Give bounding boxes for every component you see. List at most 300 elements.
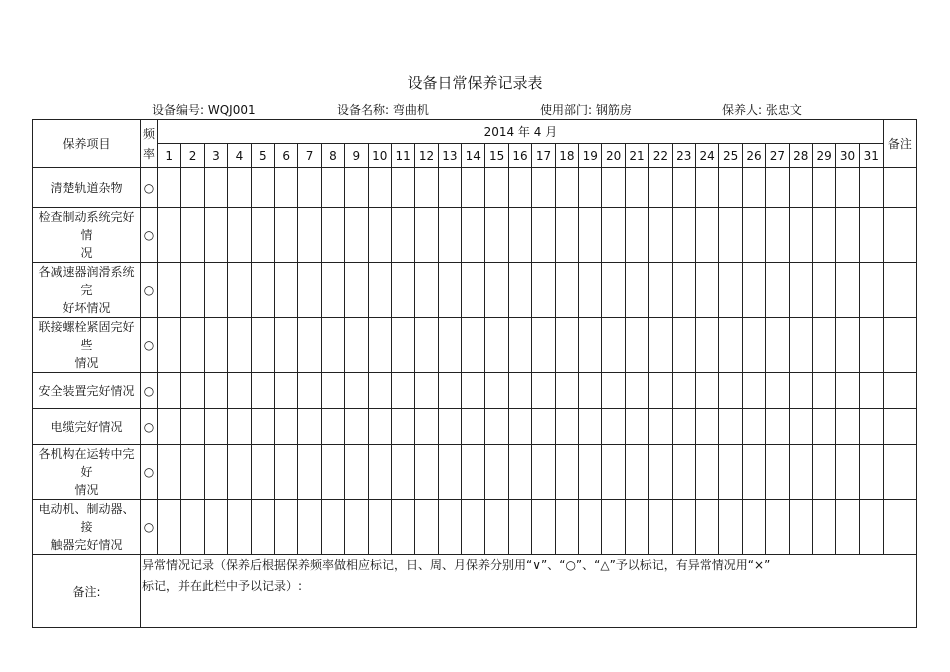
day-cell[interactable] bbox=[859, 500, 883, 555]
day-cell[interactable] bbox=[859, 263, 883, 318]
day-cell[interactable] bbox=[204, 409, 227, 445]
day-cell[interactable] bbox=[462, 373, 485, 409]
day-header: 29 bbox=[812, 144, 835, 168]
day-cell[interactable] bbox=[228, 208, 251, 263]
day-cell[interactable] bbox=[625, 373, 648, 409]
day-cell[interactable] bbox=[368, 373, 391, 409]
day-cell[interactable] bbox=[274, 208, 297, 263]
day-cell[interactable] bbox=[438, 318, 461, 373]
day-cell[interactable] bbox=[368, 208, 391, 263]
day-cell[interactable] bbox=[158, 208, 181, 263]
day-cell[interactable] bbox=[508, 500, 531, 555]
day-cell[interactable] bbox=[742, 318, 765, 373]
day-cell[interactable] bbox=[696, 263, 719, 318]
day-cell[interactable] bbox=[298, 318, 321, 373]
day-header: 16 bbox=[508, 144, 531, 168]
frequency-mark: ○ bbox=[141, 263, 158, 318]
day-cell[interactable] bbox=[719, 208, 742, 263]
frequency-mark: ○ bbox=[141, 168, 158, 208]
maintenance-item: 清楚轨道杂物 bbox=[33, 168, 141, 208]
day-cell[interactable] bbox=[415, 263, 438, 318]
day-cell[interactable] bbox=[485, 168, 508, 208]
day-header: 3 bbox=[204, 144, 227, 168]
day-cell[interactable] bbox=[602, 445, 625, 500]
day-cell[interactable] bbox=[321, 445, 344, 500]
day-cell[interactable] bbox=[836, 318, 859, 373]
day-cell[interactable] bbox=[415, 168, 438, 208]
day-cell[interactable] bbox=[579, 208, 602, 263]
day-cell[interactable] bbox=[766, 318, 789, 373]
day-cell[interactable] bbox=[812, 409, 835, 445]
day-cell[interactable] bbox=[836, 263, 859, 318]
day-cell[interactable] bbox=[485, 263, 508, 318]
day-cell[interactable] bbox=[321, 168, 344, 208]
day-cell[interactable] bbox=[321, 318, 344, 373]
day-cell[interactable] bbox=[251, 318, 274, 373]
maintenance-item: 电缆完好情况 bbox=[33, 409, 141, 445]
day-cell[interactable] bbox=[274, 168, 297, 208]
day-cell[interactable] bbox=[345, 208, 368, 263]
day-cell[interactable] bbox=[274, 500, 297, 555]
day-cell[interactable] bbox=[485, 409, 508, 445]
day-header: 14 bbox=[462, 144, 485, 168]
day-cell[interactable] bbox=[766, 445, 789, 500]
day-cell[interactable] bbox=[789, 445, 812, 500]
day-cell[interactable] bbox=[602, 208, 625, 263]
day-cell[interactable] bbox=[415, 318, 438, 373]
day-header: 25 bbox=[719, 144, 742, 168]
day-cell[interactable] bbox=[485, 500, 508, 555]
day-cell[interactable] bbox=[462, 168, 485, 208]
day-cell[interactable] bbox=[766, 373, 789, 409]
day-cell[interactable] bbox=[859, 168, 883, 208]
frequency-mark: ○ bbox=[141, 318, 158, 373]
day-cell[interactable] bbox=[298, 263, 321, 318]
frequency-mark: ○ bbox=[141, 500, 158, 555]
day-cell[interactable] bbox=[485, 318, 508, 373]
day-cell[interactable] bbox=[696, 318, 719, 373]
header-frequency-column: 频 率 bbox=[141, 120, 158, 168]
remark-cell[interactable] bbox=[883, 208, 916, 263]
day-cell[interactable] bbox=[532, 168, 555, 208]
maintenance-item: 各机构在运转中完好 情况 bbox=[33, 445, 141, 500]
day-cell[interactable] bbox=[391, 168, 414, 208]
day-cell[interactable] bbox=[812, 263, 835, 318]
day-cell[interactable] bbox=[368, 500, 391, 555]
day-cell[interactable] bbox=[415, 445, 438, 500]
day-cell[interactable] bbox=[438, 500, 461, 555]
day-cell[interactable] bbox=[649, 409, 672, 445]
day-cell[interactable] bbox=[719, 409, 742, 445]
day-cell[interactable] bbox=[532, 318, 555, 373]
day-cell[interactable] bbox=[672, 409, 695, 445]
day-cell[interactable] bbox=[555, 168, 578, 208]
day-cell[interactable] bbox=[742, 409, 765, 445]
day-header: 2 bbox=[181, 144, 204, 168]
day-cell[interactable] bbox=[672, 373, 695, 409]
day-cell[interactable] bbox=[415, 500, 438, 555]
day-cell[interactable] bbox=[555, 263, 578, 318]
day-cell[interactable] bbox=[298, 208, 321, 263]
day-cell[interactable] bbox=[672, 263, 695, 318]
table-row bbox=[33, 168, 917, 208]
day-cell[interactable] bbox=[438, 373, 461, 409]
day-cell[interactable] bbox=[228, 168, 251, 208]
day-cell[interactable] bbox=[298, 168, 321, 208]
day-header: 11 bbox=[391, 144, 414, 168]
day-cell[interactable] bbox=[181, 263, 204, 318]
day-cell[interactable] bbox=[345, 409, 368, 445]
day-cell[interactable] bbox=[181, 409, 204, 445]
day-cell[interactable] bbox=[345, 318, 368, 373]
day-cell[interactable] bbox=[649, 168, 672, 208]
day-cell[interactable] bbox=[532, 263, 555, 318]
day-cell[interactable] bbox=[508, 318, 531, 373]
day-cell[interactable] bbox=[158, 409, 181, 445]
day-cell[interactable] bbox=[251, 208, 274, 263]
remark-cell[interactable] bbox=[883, 500, 916, 555]
day-cell[interactable] bbox=[696, 168, 719, 208]
day-cell[interactable] bbox=[859, 373, 883, 409]
day-cell[interactable] bbox=[274, 445, 297, 500]
day-cell[interactable] bbox=[789, 373, 812, 409]
day-cell[interactable] bbox=[672, 500, 695, 555]
day-cell[interactable] bbox=[836, 208, 859, 263]
day-cell[interactable] bbox=[508, 208, 531, 263]
day-cell[interactable] bbox=[415, 373, 438, 409]
day-cell[interactable] bbox=[228, 500, 251, 555]
day-cell[interactable] bbox=[228, 263, 251, 318]
day-cell[interactable] bbox=[812, 500, 835, 555]
day-cell[interactable] bbox=[251, 409, 274, 445]
day-cell[interactable] bbox=[625, 208, 648, 263]
day-cell[interactable] bbox=[321, 208, 344, 263]
day-cell[interactable] bbox=[719, 500, 742, 555]
day-cell[interactable] bbox=[812, 168, 835, 208]
table-row bbox=[33, 318, 917, 373]
day-cell[interactable] bbox=[204, 208, 227, 263]
day-cell[interactable] bbox=[508, 445, 531, 500]
day-cell[interactable] bbox=[789, 208, 812, 263]
day-cell[interactable] bbox=[836, 445, 859, 500]
day-cell[interactable] bbox=[555, 318, 578, 373]
day-cell[interactable] bbox=[579, 318, 602, 373]
day-cell[interactable] bbox=[766, 409, 789, 445]
day-cell[interactable] bbox=[602, 409, 625, 445]
day-cell[interactable] bbox=[508, 373, 531, 409]
day-cell[interactable] bbox=[485, 373, 508, 409]
day-cell[interactable] bbox=[251, 445, 274, 500]
day-cell[interactable] bbox=[812, 445, 835, 500]
day-cell[interactable] bbox=[274, 409, 297, 445]
day-cell[interactable] bbox=[532, 409, 555, 445]
day-cell[interactable] bbox=[532, 500, 555, 555]
day-cell[interactable] bbox=[462, 263, 485, 318]
day-cell[interactable] bbox=[789, 263, 812, 318]
day-cell[interactable] bbox=[158, 318, 181, 373]
day-header: 31 bbox=[859, 144, 883, 168]
day-header: 6 bbox=[274, 144, 297, 168]
equipment-number: 设备编号: WQJ001 bbox=[152, 103, 256, 117]
table-row bbox=[33, 373, 917, 409]
day-cell[interactable] bbox=[602, 373, 625, 409]
day-cell[interactable] bbox=[438, 409, 461, 445]
day-cell[interactable] bbox=[274, 263, 297, 318]
day-cell[interactable] bbox=[462, 409, 485, 445]
remark-cell[interactable] bbox=[883, 373, 916, 409]
day-cell[interactable] bbox=[228, 409, 251, 445]
day-cell[interactable] bbox=[204, 318, 227, 373]
day-cell[interactable] bbox=[181, 373, 204, 409]
day-cell[interactable] bbox=[274, 318, 297, 373]
day-header: 4 bbox=[228, 144, 251, 168]
day-cell[interactable] bbox=[345, 500, 368, 555]
day-cell[interactable] bbox=[555, 500, 578, 555]
day-header: 18 bbox=[555, 144, 578, 168]
day-cell[interactable] bbox=[345, 168, 368, 208]
day-cell[interactable] bbox=[625, 445, 648, 500]
day-cell[interactable] bbox=[602, 318, 625, 373]
maintenance-item: 联接螺栓紧固完好些 情况 bbox=[33, 318, 141, 373]
day-cell[interactable] bbox=[485, 208, 508, 263]
day-header: 23 bbox=[672, 144, 695, 168]
day-cell[interactable] bbox=[555, 373, 578, 409]
day-cell[interactable] bbox=[625, 168, 648, 208]
header-month: 2014 年 4 月 bbox=[158, 120, 884, 144]
day-cell[interactable] bbox=[228, 373, 251, 409]
day-cell[interactable] bbox=[251, 500, 274, 555]
day-cell[interactable] bbox=[508, 168, 531, 208]
day-cell[interactable] bbox=[158, 373, 181, 409]
day-cell[interactable] bbox=[438, 263, 461, 318]
day-cell[interactable] bbox=[368, 409, 391, 445]
frequency-mark: ○ bbox=[141, 409, 158, 445]
day-cell[interactable] bbox=[696, 373, 719, 409]
day-cell[interactable] bbox=[719, 373, 742, 409]
day-cell[interactable] bbox=[836, 409, 859, 445]
day-cell[interactable] bbox=[368, 168, 391, 208]
day-cell[interactable] bbox=[274, 373, 297, 409]
day-cell[interactable] bbox=[321, 409, 344, 445]
day-cell[interactable] bbox=[672, 168, 695, 208]
day-cell[interactable] bbox=[415, 409, 438, 445]
day-cell[interactable] bbox=[836, 500, 859, 555]
day-cell[interactable] bbox=[859, 409, 883, 445]
day-cell[interactable] bbox=[649, 208, 672, 263]
day-cell[interactable] bbox=[742, 500, 765, 555]
day-cell[interactable] bbox=[555, 409, 578, 445]
day-header: 28 bbox=[789, 144, 812, 168]
day-cell[interactable] bbox=[789, 409, 812, 445]
day-cell[interactable] bbox=[204, 445, 227, 500]
day-cell[interactable] bbox=[368, 318, 391, 373]
day-header: 7 bbox=[298, 144, 321, 168]
table-row bbox=[33, 500, 917, 555]
remark-cell[interactable] bbox=[883, 168, 916, 208]
day-header: 1 bbox=[158, 144, 181, 168]
day-cell[interactable] bbox=[602, 500, 625, 555]
day-cell[interactable] bbox=[391, 263, 414, 318]
day-cell[interactable] bbox=[462, 208, 485, 263]
day-cell[interactable] bbox=[204, 168, 227, 208]
day-cell[interactable] bbox=[181, 318, 204, 373]
day-cell[interactable] bbox=[181, 445, 204, 500]
day-cell[interactable] bbox=[462, 318, 485, 373]
day-cell[interactable] bbox=[742, 168, 765, 208]
day-cell[interactable] bbox=[742, 445, 765, 500]
day-cell[interactable] bbox=[649, 318, 672, 373]
day-cell[interactable] bbox=[532, 445, 555, 500]
day-cell[interactable] bbox=[158, 263, 181, 318]
day-cell[interactable] bbox=[672, 208, 695, 263]
day-cell[interactable] bbox=[345, 445, 368, 500]
day-cell[interactable] bbox=[321, 263, 344, 318]
day-cell[interactable] bbox=[391, 318, 414, 373]
table-row bbox=[33, 409, 917, 445]
day-cell[interactable] bbox=[625, 500, 648, 555]
day-cell[interactable] bbox=[391, 409, 414, 445]
day-cell[interactable] bbox=[181, 208, 204, 263]
day-cell[interactable] bbox=[345, 373, 368, 409]
day-cell[interactable] bbox=[719, 445, 742, 500]
day-cell[interactable] bbox=[391, 208, 414, 263]
day-cell[interactable] bbox=[181, 500, 204, 555]
day-cell[interactable] bbox=[579, 373, 602, 409]
maintainer: 保养人: 张忠文 bbox=[722, 103, 802, 117]
maintenance-item: 安全装置完好情况 bbox=[33, 373, 141, 409]
day-cell[interactable] bbox=[696, 208, 719, 263]
day-cell[interactable] bbox=[649, 445, 672, 500]
day-cell[interactable] bbox=[602, 263, 625, 318]
maintenance-item: 各减速器润滑系统完 好坏情况 bbox=[33, 263, 141, 318]
day-cell[interactable] bbox=[719, 168, 742, 208]
day-cell[interactable] bbox=[532, 373, 555, 409]
day-cell[interactable] bbox=[859, 318, 883, 373]
day-cell[interactable] bbox=[625, 318, 648, 373]
day-cell[interactable] bbox=[742, 208, 765, 263]
day-cell[interactable] bbox=[579, 409, 602, 445]
day-cell[interactable] bbox=[696, 409, 719, 445]
day-cell[interactable] bbox=[649, 263, 672, 318]
day-cell[interactable] bbox=[742, 263, 765, 318]
day-cell[interactable] bbox=[391, 373, 414, 409]
day-cell[interactable] bbox=[228, 318, 251, 373]
remark-cell[interactable] bbox=[883, 445, 916, 500]
day-cell[interactable] bbox=[391, 500, 414, 555]
day-cell[interactable] bbox=[766, 500, 789, 555]
day-cell[interactable] bbox=[368, 263, 391, 318]
day-cell[interactable] bbox=[532, 208, 555, 263]
day-cell[interactable] bbox=[812, 208, 835, 263]
day-cell[interactable] bbox=[789, 500, 812, 555]
day-cell[interactable] bbox=[321, 373, 344, 409]
day-cell[interactable] bbox=[555, 208, 578, 263]
day-cell[interactable] bbox=[508, 409, 531, 445]
day-cell[interactable] bbox=[719, 263, 742, 318]
day-cell[interactable] bbox=[672, 318, 695, 373]
day-cell[interactable] bbox=[649, 373, 672, 409]
remark-cell[interactable] bbox=[883, 263, 916, 318]
day-cell[interactable] bbox=[579, 500, 602, 555]
day-cell[interactable] bbox=[859, 445, 883, 500]
day-cell[interactable] bbox=[462, 500, 485, 555]
day-cell[interactable] bbox=[789, 168, 812, 208]
day-cell[interactable] bbox=[696, 445, 719, 500]
day-cell[interactable] bbox=[649, 500, 672, 555]
day-cell[interactable] bbox=[298, 409, 321, 445]
day-cell[interactable] bbox=[696, 500, 719, 555]
day-cell[interactable] bbox=[579, 168, 602, 208]
day-cell[interactable] bbox=[204, 373, 227, 409]
day-header: 19 bbox=[579, 144, 602, 168]
day-cell[interactable] bbox=[251, 373, 274, 409]
day-cell[interactable] bbox=[368, 445, 391, 500]
day-cell[interactable] bbox=[438, 445, 461, 500]
day-cell[interactable] bbox=[251, 168, 274, 208]
frequency-mark: ○ bbox=[141, 373, 158, 409]
day-header: 30 bbox=[836, 144, 859, 168]
day-cell[interactable] bbox=[438, 208, 461, 263]
day-cell[interactable] bbox=[555, 445, 578, 500]
footer-remarks-text[interactable]: 异常情况记录（保养后根据保养频率做相应标记，日、周、月保养分别用“∨”、“○”、“△”予以标记，有异常情况用“×” 标记，并在此栏中予以记录）: bbox=[141, 555, 917, 628]
day-cell[interactable] bbox=[415, 208, 438, 263]
day-cell[interactable] bbox=[228, 445, 251, 500]
day-cell[interactable] bbox=[298, 445, 321, 500]
day-cell[interactable] bbox=[345, 263, 368, 318]
day-header: 26 bbox=[742, 144, 765, 168]
day-cell[interactable] bbox=[836, 373, 859, 409]
day-cell[interactable] bbox=[579, 445, 602, 500]
maintenance-log-table bbox=[32, 119, 917, 628]
day-cell[interactable] bbox=[579, 263, 602, 318]
day-cell[interactable] bbox=[251, 263, 274, 318]
day-header: 17 bbox=[532, 144, 555, 168]
day-cell[interactable] bbox=[625, 263, 648, 318]
day-cell[interactable] bbox=[181, 168, 204, 208]
remark-cell[interactable] bbox=[883, 318, 916, 373]
day-cell[interactable] bbox=[158, 500, 181, 555]
day-cell[interactable] bbox=[158, 168, 181, 208]
day-cell[interactable] bbox=[298, 500, 321, 555]
day-cell[interactable] bbox=[462, 445, 485, 500]
day-cell[interactable] bbox=[321, 500, 344, 555]
day-cell[interactable] bbox=[742, 373, 765, 409]
day-cell[interactable] bbox=[485, 445, 508, 500]
day-cell[interactable] bbox=[812, 373, 835, 409]
day-cell[interactable] bbox=[508, 263, 531, 318]
day-cell[interactable] bbox=[391, 445, 414, 500]
day-cell[interactable] bbox=[766, 168, 789, 208]
day-cell[interactable] bbox=[625, 409, 648, 445]
day-cell[interactable] bbox=[602, 168, 625, 208]
day-cell[interactable] bbox=[836, 168, 859, 208]
day-header: 13 bbox=[438, 144, 461, 168]
day-cell[interactable] bbox=[812, 318, 835, 373]
remark-cell[interactable] bbox=[883, 409, 916, 445]
day-cell[interactable] bbox=[719, 318, 742, 373]
day-cell[interactable] bbox=[789, 318, 812, 373]
day-cell[interactable] bbox=[298, 373, 321, 409]
day-cell[interactable] bbox=[438, 168, 461, 208]
day-cell[interactable] bbox=[859, 208, 883, 263]
day-cell[interactable] bbox=[158, 445, 181, 500]
day-cell[interactable] bbox=[672, 445, 695, 500]
maintenance-item: 电动机、制动器、接 触器完好情况 bbox=[33, 500, 141, 555]
day-cell[interactable] bbox=[204, 500, 227, 555]
day-cell[interactable] bbox=[204, 263, 227, 318]
day-cell[interactable] bbox=[766, 208, 789, 263]
day-cell[interactable] bbox=[766, 263, 789, 318]
